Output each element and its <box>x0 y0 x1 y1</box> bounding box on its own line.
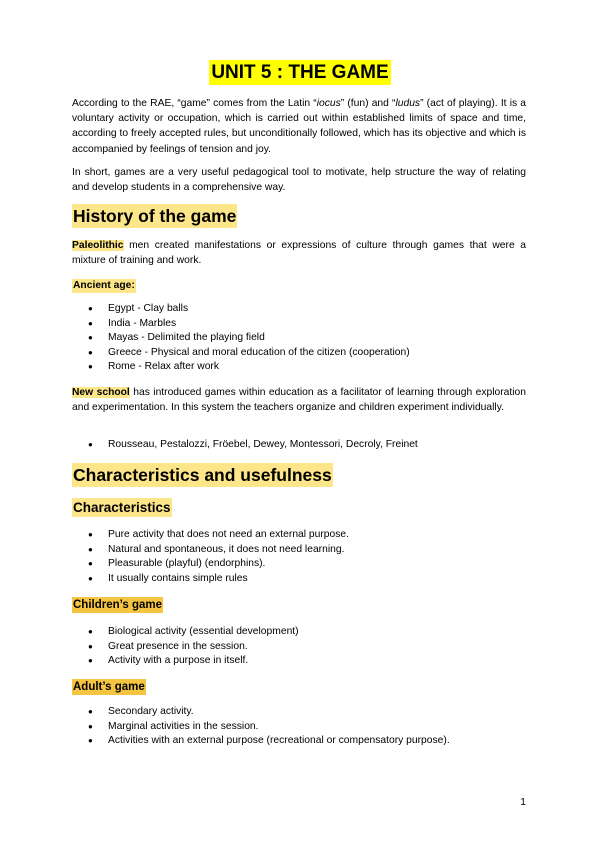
paleolithic-paragraph <box>72 238 526 268</box>
list-item: ● Biological activity (essential development) <box>88 625 528 640</box>
paleolithic-label: Paleolithic <box>72 240 124 251</box>
characteristics-subheading: Characteristics <box>73 500 171 515</box>
list-item: ● Great presence in the session. <box>88 640 528 655</box>
list-item: ● Rousseau, Pestalozzi, Fröebel, Dewey, Montessori, Decroly, Freinet <box>88 438 528 453</box>
list-item: ● Activities with an external purpose (recreational or compensatory purpose). <box>88 734 528 749</box>
intro-paragraph-1 <box>72 96 526 157</box>
ancient-age-label: Ancient age: <box>73 280 135 291</box>
term-iocus: iocus <box>316 98 341 109</box>
intro-text-c: ” (act of playing). It is a voluntary activity or occupation, which is carried out within established limits of space and time, according to freely accepted rules, but unconditionally followed, which has its objective and which is accompanied by feelings of tension and joy. <box>72 98 527 155</box>
list-item: ● Greece - Physical and moral education of the citizen (cooperation) <box>88 346 528 361</box>
history-heading: History of the game <box>73 206 237 226</box>
page-number: 1 <box>520 797 526 808</box>
list-item: ● Activity with a purpose in itself. <box>88 654 528 669</box>
childrens-game-list <box>88 625 528 669</box>
new-school-text: has introduced games within education as a facilitator of learning through exploration and experimentation. In this system the teachers organize and children experiment individually. <box>72 387 526 414</box>
new-school-paragraph <box>72 385 526 415</box>
adults-game-list <box>88 705 528 749</box>
list-item: ● Marginal activities in the session. <box>88 720 528 735</box>
intro-text-a: According to the RAE, “game” comes from the Latin “ <box>72 98 317 109</box>
list-item: ● Rome - Relax after work <box>88 360 528 375</box>
paleolithic-text: men created manifestations or expressions of culture through games that were a mixture of training and work. <box>72 240 526 267</box>
new-school-list <box>88 438 528 453</box>
list-item: ● Secondary activity. <box>88 705 528 720</box>
list-item: ● Pure activity that does not need an external purpose. <box>88 528 528 543</box>
title-container <box>0 60 600 85</box>
page-title: UNIT 5 : THE GAME <box>211 62 389 83</box>
list-item: ● India - Marbles <box>88 317 528 332</box>
list-item: ● It usually contains simple rules <box>88 572 528 587</box>
intro-paragraph-2: In short, games are a very useful pedagogical tool to motivate, help structure the way of relating and develop students in a comprehensive way. <box>72 167 526 194</box>
adults-game-heading: Adult’s game <box>73 681 145 693</box>
new-school-label: New school <box>72 387 130 398</box>
characteristics-list <box>88 528 528 586</box>
list-item: ● Pleasurable (playful) (endorphins). <box>88 557 528 572</box>
list-item: ● Mayas - Delimited the playing field <box>88 331 528 346</box>
term-ludus: ludus <box>395 98 421 109</box>
childrens-game-heading: Children’s game <box>73 599 163 611</box>
characteristics-heading: Characteristics and usefulness <box>73 465 332 485</box>
intro-text-b: ” (fun) and “ <box>340 98 396 109</box>
list-item: ● Natural and spontaneous, it does not need learning. <box>88 543 528 558</box>
list-item: ● Egypt - Clay balls <box>88 302 528 317</box>
ancient-age-list <box>88 302 528 375</box>
